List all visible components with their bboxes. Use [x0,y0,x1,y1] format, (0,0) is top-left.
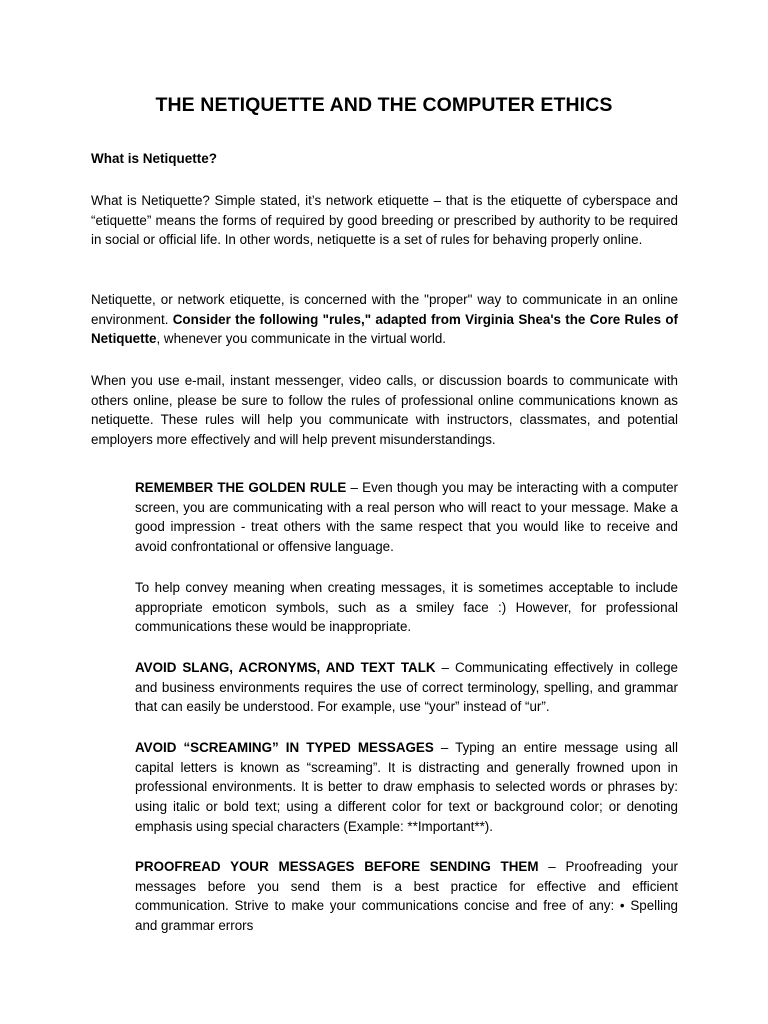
document-title: THE NETIQUETTE AND THE COMPUTER ETHICS [155,94,613,116]
rule-text: – Proofreading your messages before you send them is a best practice for effective and efficient communication. Strive to make your communications concise and free of any: • Spelling and grammar errors [135,859,678,934]
rule-title: REMEMBER THE GOLDEN RULE [135,480,347,495]
paragraph-text: To help convey meaning when creating messages, it is sometimes acceptable to include appropriate emoticon symbols, such as a smiley face :) However, for professional communications these would be inappropriate. [135,580,678,635]
rule-golden-rule [135,478,678,557]
rule-avoid-screaming [135,738,678,837]
rule-title: AVOID “SCREAMING” IN TYPED MESSAGES [135,740,434,755]
rule-title: AVOID SLANG, ACRONYMS, AND TEXT TALK [135,660,436,675]
paragraph-definition [91,191,678,250]
paragraph-emoticons [135,578,678,637]
paragraph-text: When you use e-mail, instant messenger, video calls, or discussion boards to communicate with others online, please be sure to follow the rules of professional online communications known as netiquette. These rules will help you communicate with instructors, classmates, and potential employers more effectively and will help prevent misunderstandings. [91,373,678,448]
rule-text: – Even though you may be interacting with a computer screen, you are communicating with a real person who will react to your message. Make a good impression - treat others with the same respect that you would like to receive and avoid confrontational or offensive language. [135,480,678,555]
paragraph-core-rules [91,290,678,349]
rule-text: – Typing an entire message using all capital letters is known as “screaming”. It is distracting and generally frowned upon in professional environments. It is better to draw emphasis to selected words or phrases by: using italic or bold text; using a different color for text or background color; or denoting emphasis using special characters (Example: **Important**). [135,740,679,834]
section-heading: What is Netiquette? [91,151,218,166]
paragraph-text: What is Netiquette? Simple stated, it’s network etiquette – that is the etiquette of cyberspace and “etiquette” means the forms of required by good breeding or prescribed by authority to be required in social or official life. In other words, netiquette is a set of rules for behaving properly online. [91,193,678,248]
paragraph-bold-text: Consider the following "rules," adapted from Virginia Shea's the Core Rules of Netiquette [91,311,678,347]
paragraph-professional-communications [91,371,678,450]
rule-avoid-slang [135,658,678,717]
rule-proofread [135,857,678,936]
rule-title: PROOFREAD YOUR MESSAGES BEFORE SENDING THEM [135,859,539,874]
paragraph-text: Netiquette, or network etiquette, is concerned with the "proper" way to communicate in an online environment. [91,292,678,327]
paragraph-text: , whenever you communicate in the virtual world. [156,331,447,347]
rule-text: – Communicating effectively in college and business environments requires the use of correct terminology, spelling, and grammar that can easily be understood. For example, use “your” instead of “ur”. [135,660,678,715]
